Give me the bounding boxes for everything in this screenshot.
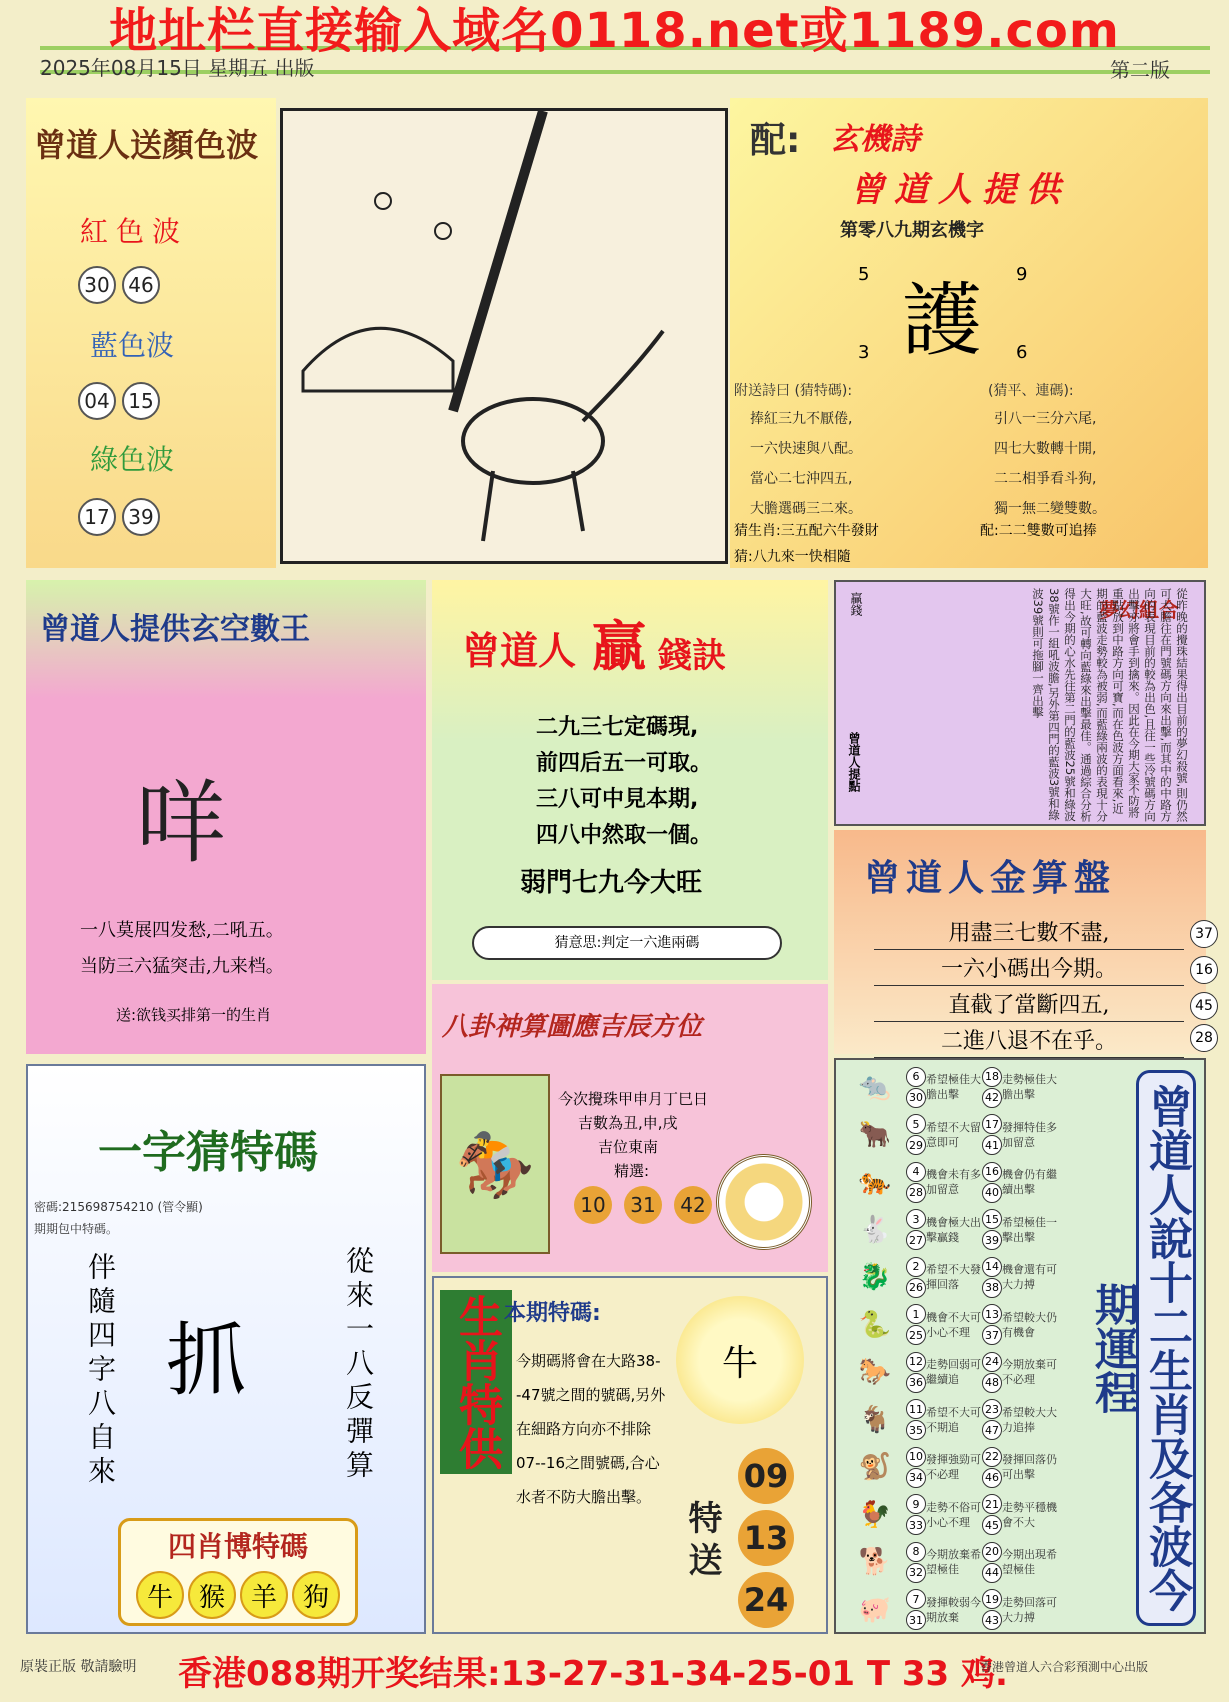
zodiac-animal-icon: 🐐 <box>858 1404 892 1435</box>
right-poem-lines <box>994 404 1106 524</box>
bagua-title: 八卦神算圖應吉辰方位 <box>442 1012 703 1042</box>
zodiac-fortune-panel <box>834 1058 1206 1634</box>
zodiac-num: 27 <box>906 1230 926 1250</box>
zodiac-row <box>844 1159 1124 1205</box>
zodiac-fortune-text: 今期放棄希望極佳 <box>926 1548 981 1576</box>
zodiac-row <box>844 1492 1124 1538</box>
one-char-title: 一字猜特碼 <box>98 1127 318 1178</box>
zodiac-row <box>844 1444 1124 1490</box>
pei2: 配:二二雙數可追捧 <box>980 523 1097 539</box>
special-zodiac: 牛 <box>721 1342 758 1384</box>
zodiac-fortune-text: 走勢極佳大膽出擊 <box>1002 1073 1057 1101</box>
zodiac-num: 16 <box>982 1162 1002 1182</box>
pick-ball: 42 <box>674 1186 712 1224</box>
period-label: 第零八九期玄機字 <box>840 220 984 241</box>
zodiac-num-col <box>982 1208 1002 1251</box>
win-lines <box>536 710 712 854</box>
blue-wave-label: 藍色波 <box>90 329 175 362</box>
zodiac-row <box>844 1587 1124 1633</box>
zodiac-num-col <box>982 1066 1002 1109</box>
weak-door: 弱門七九今大旺 <box>520 868 703 898</box>
zodiac-num: 33 <box>906 1515 926 1535</box>
zodiac-num: 40 <box>982 1183 1002 1203</box>
poem-line: 當心二七沖四五, <box>750 471 853 487</box>
special-send: 特送 <box>682 1500 722 1584</box>
footer-result: 香港088期开奖结果:13-27-31-34-25-01 T 33 鸡. <box>178 1654 1008 1694</box>
zodiac-num: 30 <box>906 1088 926 1108</box>
zodiac-fortune-text: 機會還有可大力搏 <box>1002 1263 1057 1291</box>
xuankong-title: 曾道人提供玄空數王 <box>40 612 310 647</box>
zodiac-num: 45 <box>982 1515 1002 1535</box>
win-title-b: 贏 <box>592 615 646 678</box>
right-poem-head: (猜平、連碼): <box>988 383 1074 399</box>
poem-char: 護 <box>902 274 982 367</box>
xuankong-panel <box>26 580 426 1054</box>
zodiac-num: 37 <box>982 1325 1002 1345</box>
poem-line: 四七大數轉十開, <box>994 441 1097 457</box>
footer-left: 原裝正版 敬請驗明 <box>20 1659 137 1675</box>
zodiac-animal-icon: 🐂 <box>858 1119 892 1150</box>
xuanji-poem-panel <box>730 98 1208 568</box>
zodiac-row <box>844 1254 1124 1300</box>
zodiac-num-col <box>906 1398 926 1441</box>
footer-right: 香港曾道人六合彩預測中心出版 <box>980 1660 1149 1674</box>
bagua-wheel-icon <box>716 1154 812 1250</box>
zodiac-fortune-text: 希望較大大力追捧 <box>1002 1405 1057 1434</box>
red-ball: 30 <box>78 266 116 304</box>
zodiac-fortune-text: 希望不大可不期追 <box>926 1405 981 1434</box>
abacus-line: 用盡三七數不盡, <box>874 918 1184 950</box>
zodiac-num: 23 <box>982 1399 1002 1419</box>
poem-line: 一六快速與八配。 <box>750 441 862 457</box>
zodiac-fortune-text: 發揮回落仍可出擊 <box>1002 1453 1057 1481</box>
zodiac-row <box>844 1207 1124 1253</box>
pick-ball: 10 <box>574 1186 612 1224</box>
zodiac-num: 46 <box>982 1468 1002 1488</box>
abacus-line: 直截了當斷四五, <box>874 990 1184 1022</box>
special-text: 今期碼將會在大路38--47號之間的號碼,另外在細路方向亦不排除07--16之間號碼,合心水者不防大膽出擊。 <box>516 1352 666 1506</box>
zodiac-num: 38 <box>982 1278 1002 1298</box>
zodiac-num-col <box>982 1398 1002 1441</box>
green-wave-balls <box>78 498 166 536</box>
zodiac-num: 20 <box>982 1542 1002 1562</box>
zodiac-num: 12 <box>906 1352 926 1372</box>
zodiac-animal-icon: 🐉 <box>858 1262 892 1292</box>
dream-panel <box>834 580 1206 826</box>
green-ball: 39 <box>122 498 160 536</box>
zodiac-num: 3 <box>906 1209 926 1229</box>
zodiac-num-col <box>906 1066 926 1109</box>
zodiac-fortune-text: 發揮較弱今期放棄 <box>926 1595 981 1624</box>
domain-banner: 地址栏直接输入域名0118.net或1189.com <box>109 3 1120 59</box>
zodiac-num-col <box>982 1493 1002 1536</box>
special-head: 本期特碼: <box>504 1301 601 1326</box>
zodiac-num-col <box>906 1351 926 1394</box>
zodiac-animal-icon: 🐇 <box>858 1214 892 1245</box>
zodiac-num: 44 <box>982 1563 1002 1583</box>
zodiac-num: 25 <box>906 1325 926 1345</box>
blue-ball: 15 <box>122 382 160 420</box>
zodiac-fortune-text: 走勢回落可大力搏 <box>1002 1595 1057 1624</box>
poem-provider: 曾道人提供 <box>850 170 1070 210</box>
num-br: 6 <box>1016 342 1028 363</box>
green-ball: 17 <box>78 498 116 536</box>
one-char-sub: 期期包中特碼。 <box>34 1222 119 1236</box>
zodiac-num-col <box>982 1256 1002 1299</box>
zodiac-fortune-text: 機會不大可小心不理 <box>926 1310 981 1339</box>
edition-label: 第二版 <box>1110 58 1170 82</box>
zodiac-num: 24 <box>982 1352 1002 1372</box>
four-zodiac-title: 四肖博特碼 <box>167 1530 308 1563</box>
red-ball: 46 <box>122 266 160 304</box>
special-ball: 09 <box>738 1448 794 1504</box>
color-wave-title: 曾道人送顏色波 <box>34 126 259 164</box>
zodiac-num: 28 <box>906 1183 926 1203</box>
four-zodiac-list <box>121 1571 355 1619</box>
win-line: 二九三七定碼現, <box>536 715 699 740</box>
zodiac-fortune-text: 走勢回弱可繼續追 <box>926 1358 981 1386</box>
dream-title: 夢幻組合 <box>1099 598 1179 622</box>
pick-ball: 31 <box>624 1186 662 1224</box>
bagua-line4: 精選: <box>614 1162 650 1180</box>
zodiac-num: 41 <box>982 1135 1002 1155</box>
zodiac-row <box>844 1112 1124 1158</box>
zodiac-row <box>844 1302 1124 1348</box>
zodiac-animal-icon: 🐕 <box>858 1547 892 1577</box>
zodiac-badge: 牛 <box>136 1571 184 1619</box>
zodiac-num: 15 <box>982 1209 1002 1229</box>
abacus-ball: 37 <box>1190 920 1218 948</box>
one-char-code: 密碼:215698754210 (管令顯) <box>34 1200 203 1214</box>
num-tl: 5 <box>858 264 870 285</box>
bagua-line1: 今次攪珠甲申月丁巳日 <box>558 1090 709 1108</box>
zodiac-num-col <box>906 1113 926 1156</box>
warrior-icon: 🏇 <box>440 1074 550 1254</box>
zodiac-fortune-text: 希望較大仍有機會 <box>1002 1310 1057 1339</box>
zodiac-num: 21 <box>982 1494 1002 1514</box>
bagua-line3: 吉位東南 <box>598 1138 659 1156</box>
zodiac-num-col <box>906 1446 926 1489</box>
zodiac-num: 18 <box>982 1067 1002 1087</box>
poem-line: 獨一無二變雙數。 <box>994 501 1106 517</box>
zodiac-fortune-text: 今期出現希望極佳 <box>1002 1548 1057 1576</box>
zodiac-num: 32 <box>906 1563 926 1583</box>
dream-sign: 曾道人提點 <box>847 732 861 792</box>
bagua-picks <box>574 1186 718 1224</box>
num-bl: 3 <box>858 342 870 363</box>
zodiac-num-col <box>906 1541 926 1584</box>
zodiac-num: 29 <box>906 1135 926 1155</box>
zodiac-num-col <box>906 1161 926 1204</box>
dream-text: 從昨晚的攪珠結果得出目前的夢幻殺號,則仍然可大膽往在門號碼方向來出擊,而其中的中路方向的表現目前的較為出色,且往一些冷號碼方向出擊亦將會手到擒來。因此在今期大家不防將重點放到中路方向可寶,而在色波方面看來,近期的藍波走勢較為被弱,而藍綠兩波的表現十分大旺,故可轉向藍綠來出擊最佳。通過綜合分析得出今期的心水先往第二門的藍波25號和綠波38號作一組吼波膽,另外第四門的藍波3號和綠波39號則可拖腳一齊出擊 <box>1031 588 1189 822</box>
zodiac-badge: 猴 <box>188 1571 236 1619</box>
abacus-ball: 45 <box>1190 992 1218 1020</box>
poem-title: 玄機詩 <box>830 122 920 157</box>
zodiac-vert-title: 曾道人說十二生肖及各波今期運程 <box>1136 1070 1196 1626</box>
zodiac-num: 5 <box>906 1114 926 1134</box>
zodiac-num-col <box>982 1161 1002 1204</box>
special-panel <box>432 1276 828 1634</box>
zodiac-row <box>844 1539 1124 1585</box>
zodiac-num: 10 <box>906 1447 926 1467</box>
red-wave-label: 紅色波 <box>80 215 189 248</box>
special-ball: 24 <box>738 1572 794 1628</box>
green-wave-label: 綠色波 <box>90 443 175 476</box>
zodiac-num: 7 <box>906 1589 926 1609</box>
one-char-right-vert: 從來一八反彈算 <box>342 1246 375 1484</box>
zodiac-fortune-text: 走勢不俗可小心不理 <box>926 1500 981 1529</box>
pei-label: 配: <box>750 120 801 161</box>
zodiac-animal-icon: 🐎 <box>858 1357 892 1387</box>
zodiac-fortune-text: 希望極佳一擊出擊 <box>1002 1215 1057 1244</box>
left-poem-lines <box>750 404 862 524</box>
guess-zodiac: 猜生肖:三五配六牛發財 <box>734 523 879 539</box>
zodiac-num: 43 <box>982 1610 1002 1630</box>
zodiac-num: 26 <box>906 1278 926 1298</box>
zodiac-num-col <box>906 1588 926 1631</box>
abacus-ball: 16 <box>1190 956 1218 984</box>
special-nums <box>738 1448 794 1628</box>
zodiac-num-col <box>982 1541 1002 1584</box>
zodiac-num: 4 <box>906 1162 926 1182</box>
zodiac-num-col <box>982 1351 1002 1394</box>
zodiac-num: 17 <box>982 1114 1002 1134</box>
zodiac-num-col <box>982 1113 1002 1156</box>
zodiac-fortune-text: 發揮特佳多加留意 <box>1002 1120 1057 1149</box>
poem-line: 二二相爭看斗狗, <box>994 471 1097 487</box>
zodiac-animal-icon: 🐒 <box>858 1452 892 1482</box>
zodiac-num: 9 <box>906 1494 926 1514</box>
abacus-ball: 28 <box>1190 1024 1218 1052</box>
zodiac-fortune-text: 希望不大發揮回落 <box>926 1263 981 1291</box>
zodiac-num: 47 <box>982 1420 1002 1440</box>
win-money-panel <box>432 580 828 980</box>
zodiac-num: 22 <box>982 1447 1002 1467</box>
special-ball: 13 <box>738 1510 794 1566</box>
zodiac-animal-icon: 🐅 <box>858 1167 892 1197</box>
zodiac-num: 35 <box>906 1420 926 1440</box>
zodiac-fortune-text: 希望不大留意即可 <box>926 1120 981 1149</box>
special-vert-title: 生肖特供 <box>440 1290 512 1474</box>
zodiac-row <box>844 1397 1124 1443</box>
poem-line: 大膽選碼三二來。 <box>750 501 862 517</box>
four-zodiac-box <box>118 1518 358 1626</box>
dream-side: 贏錢 <box>849 592 863 616</box>
bagua-line2: 吉數為丑,申,戌 <box>578 1114 678 1132</box>
zodiac-row <box>844 1064 1124 1110</box>
zodiac-num: 36 <box>906 1373 926 1393</box>
zodiac-num: 48 <box>982 1373 1002 1393</box>
zodiac-num: 19 <box>982 1589 1002 1609</box>
zodiac-num-col <box>982 1588 1002 1631</box>
zodiac-num: 31 <box>906 1610 926 1630</box>
zodiac-num: 42 <box>982 1088 1002 1108</box>
poem-line: 捧紅三九不厭倦, <box>750 411 853 427</box>
horse-sketch-icon <box>283 111 731 567</box>
zodiac-num: 39 <box>982 1230 1002 1250</box>
xuankong-line1: 一八莫展四发愁,二吼五。 <box>80 920 284 941</box>
win-line: 前四后五一可取。 <box>536 751 713 776</box>
issue-date: 2025年08月15日 星期五 出版 <box>40 56 315 80</box>
blue-ball: 04 <box>78 382 116 420</box>
zodiac-badge: 狗 <box>292 1571 340 1619</box>
zodiac-fortune-text: 機會仍有繼續出擊 <box>1002 1168 1057 1196</box>
zodiac-num: 14 <box>982 1257 1002 1277</box>
one-char-char: 抓 <box>166 1314 246 1407</box>
zodiac-fortune-text: 機會極大出擊贏錢 <box>926 1215 981 1244</box>
zodiac-fortune-text: 希望極佳大膽出擊 <box>926 1073 981 1101</box>
left-poem-head: 附送詩曰 (猜特碼): <box>734 383 853 399</box>
abacus-title: 曾道人金算盤 <box>864 858 1117 899</box>
zodiac-num-col <box>906 1493 926 1536</box>
blue-wave-balls <box>78 382 166 420</box>
zodiac-fortune-text: 發揮強勁可不必理 <box>926 1453 981 1481</box>
zodiac-badge: 羊 <box>240 1571 288 1619</box>
zodiac-num: 34 <box>906 1468 926 1488</box>
bagua-panel <box>432 984 828 1272</box>
zodiac-fortune-text: 走勢平穩機會不大 <box>1002 1500 1057 1529</box>
xuankong-line3: 送:欲钱买排第一的生肖 <box>116 1006 272 1024</box>
abacus-line: 一六小碼出今期。 <box>874 954 1184 986</box>
win-line: 三八可中見本期, <box>536 787 699 812</box>
win-line: 四八中然取一個。 <box>536 823 713 848</box>
zodiac-num: 2 <box>906 1257 926 1277</box>
xuankong-char: 咩 <box>136 771 226 876</box>
one-char-left-vert: 伴隨四字八自來 <box>84 1252 117 1490</box>
zodiac-num: 8 <box>906 1542 926 1562</box>
win-title-c: 錢訣 <box>658 636 726 676</box>
zodiac-num: 6 <box>906 1067 926 1087</box>
zodiac-animal-icon: 🐍 <box>858 1309 892 1340</box>
zodiac-num-col <box>906 1256 926 1299</box>
special-flower <box>676 1296 804 1424</box>
poem-line: 引八一三分六尾, <box>994 411 1097 427</box>
xuankong-line2: 当防三六猛突击,九来档。 <box>80 956 284 977</box>
zodiac-num-col <box>982 1446 1002 1489</box>
win-hint: 猜意思:判定一六進兩碼 <box>472 926 782 960</box>
zodiac-row <box>844 1349 1124 1395</box>
one-char-panel <box>26 1064 426 1634</box>
zodiac-num: 1 <box>906 1304 926 1324</box>
zodiac-animal-icon: 🐀 <box>858 1072 892 1102</box>
num-tr: 9 <box>1016 264 1028 285</box>
red-wave-balls <box>78 266 166 304</box>
win-title-a: 曾道人 <box>462 629 577 673</box>
zodiac-num-col <box>982 1303 1002 1346</box>
zodiac-fortune-text: 今期放棄可不必理 <box>1002 1358 1057 1386</box>
zodiac-num: 13 <box>982 1304 1002 1324</box>
horse-illustration <box>280 108 728 564</box>
zodiac-fortune-text: 機會未有多加留意 <box>926 1168 981 1196</box>
zodiac-num-col <box>906 1208 926 1251</box>
zodiac-animal-icon: 🐓 <box>858 1499 892 1530</box>
zodiac-num: 11 <box>906 1399 926 1419</box>
zodiac-animal-icon: 🐖 <box>858 1594 892 1625</box>
golden-abacus-panel <box>834 830 1213 1054</box>
zodiac-num-col <box>906 1303 926 1346</box>
color-wave-panel <box>26 98 276 568</box>
guess2: 猜:八九來一快相隨 <box>734 549 851 565</box>
abacus-line: 二進八退不在乎。 <box>874 1026 1184 1058</box>
